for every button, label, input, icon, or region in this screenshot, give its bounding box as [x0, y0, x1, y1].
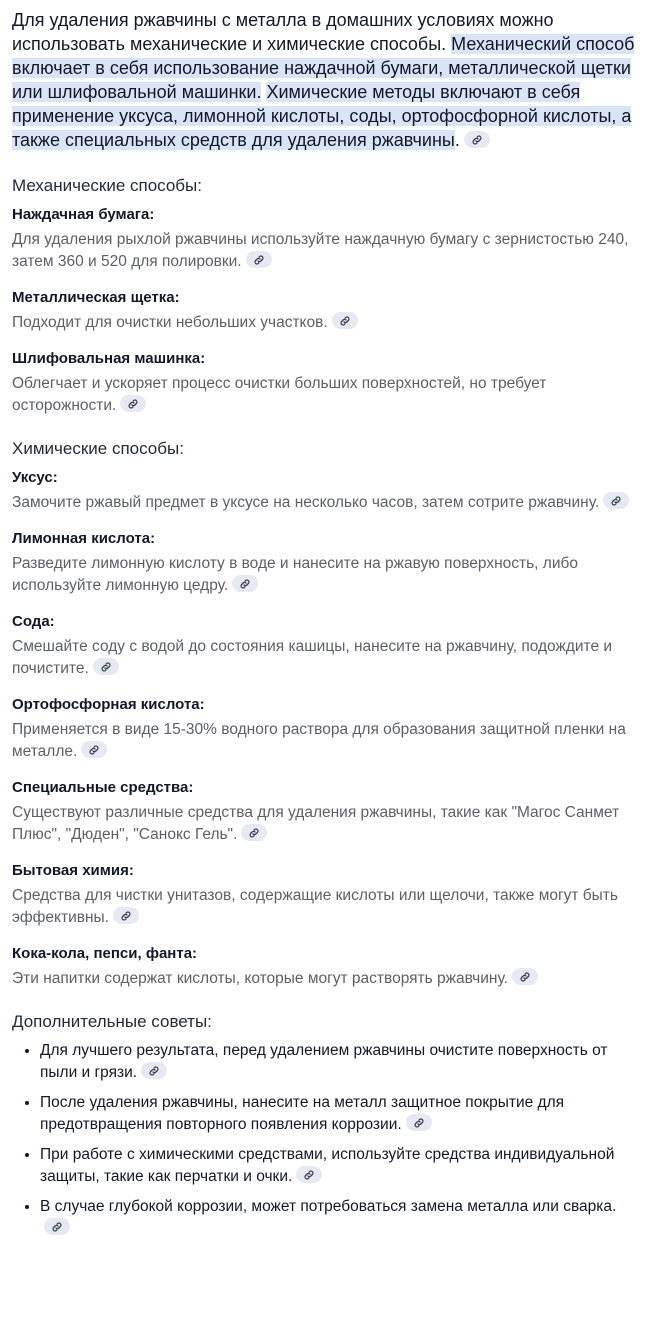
source-link-chip[interactable] [464, 131, 490, 148]
list-item [40, 1144, 641, 1188]
tip-text: После удаления ржавчины, нанесите на металл защитное покрытие для предотвращения повторного появления коррозии. [40, 1094, 565, 1133]
link-icon [610, 495, 622, 507]
list-item [40, 1196, 641, 1240]
link-icon [519, 971, 531, 983]
item-title: Лимонная кислота: [12, 530, 156, 547]
list-item [12, 943, 641, 990]
item-title: Специальные средства: [12, 779, 194, 796]
item-desc-text: Подходит для очистки небольших участков. [12, 314, 328, 331]
link-icon [303, 1169, 315, 1181]
item-title: Бытовая химия: [12, 862, 134, 879]
item-desc [12, 373, 641, 417]
mechanical-section [12, 174, 641, 417]
intro-paragraph [12, 8, 641, 152]
link-icon [127, 398, 139, 410]
item-desc [12, 553, 641, 597]
intro-highlight-chemical[interactable]: Химические методы включают в себя применение уксуса, лимонной кислоты, соды, ортофосфорной кислоты, а также специальных средств для удаления ржавчины [12, 82, 632, 150]
list-item [12, 694, 641, 763]
list-item [12, 467, 641, 514]
chemical-section [12, 437, 641, 990]
source-link-chip[interactable] [232, 575, 258, 592]
section-title-tips: Дополнительные советы: [12, 1012, 212, 1031]
intro-end: . [454, 130, 460, 150]
link-icon [339, 315, 351, 327]
list-item [40, 1040, 641, 1084]
item-title: Металлическая щетка: [12, 289, 180, 306]
section-title-mechanical: Механические способы: [12, 176, 202, 195]
item-desc [12, 719, 641, 763]
item-desc-text: Эти напитки содержат кислоты, которые могут растворять ржавчину. [12, 970, 508, 987]
item-desc-text: Разведите лимонную кислоту в воде и нанесите на ржавую поверхность, либо используйте лимонную цедру. [12, 555, 578, 594]
section-title-chemical: Химические способы: [12, 439, 184, 458]
link-icon [100, 661, 112, 673]
item-title: Наждачная бумага: [12, 206, 155, 223]
intro-plain: Для удаления ржавчины с металла в домашних условиях можно использовать механические и химические способы. [12, 10, 554, 54]
item-desc [12, 312, 641, 334]
source-link-chip[interactable] [406, 1114, 432, 1131]
link-icon [51, 1221, 63, 1233]
source-link-chip[interactable] [241, 824, 267, 841]
link-icon [239, 578, 251, 590]
item-desc [12, 968, 641, 990]
item-desc [12, 229, 641, 273]
item-desc-text: Замочите ржавый предмет в уксусе на несколько часов, затем сотрите ржавчину. [12, 494, 600, 511]
source-link-chip[interactable] [81, 741, 107, 758]
list-item [12, 611, 641, 680]
item-title: Ортофосфорная кислота: [12, 696, 205, 713]
source-link-chip[interactable] [120, 395, 146, 412]
source-link-chip[interactable] [141, 1062, 167, 1079]
tip-text: При работе с химическими средствами, используйте средства индивидуальной защиты, такие как перчатки и очки. [40, 1146, 615, 1185]
item-desc-text: Смешайте соду с водой до состояния кашицы, нанесите на ржавчину, подождите и почистите. [12, 638, 613, 677]
source-link-chip[interactable] [332, 312, 358, 329]
link-icon [471, 134, 483, 146]
link-icon [413, 1117, 425, 1129]
item-desc-text: Облегчает и ускоряет процесс очистки больших поверхностей, но требует осторожности. [12, 375, 547, 414]
item-desc-text: Средства для чистки унитазов, содержащие кислоты или щелочи, также могут быть эффективны. [12, 887, 618, 926]
intro-highlight-mechanical[interactable]: Механический способ включает в себя использование наждачной бумаги, металлической щетки или шлифовальной машинки. [12, 34, 635, 102]
list-item [12, 860, 641, 929]
source-link-chip[interactable] [113, 907, 139, 924]
source-link-chip[interactable] [603, 492, 629, 509]
item-title: Кока-кола, пепси, фанта: [12, 945, 198, 962]
link-icon [148, 1065, 160, 1077]
link-icon [248, 827, 260, 839]
item-desc [12, 802, 641, 846]
item-desc-text: Для удаления рыхлой ржавчины используйте наждачную бумагу с зернистостью 240, затем 360 и 520 для полировки. [12, 231, 629, 270]
link-icon [88, 744, 100, 756]
list-item [12, 348, 641, 417]
source-link-chip[interactable] [512, 968, 538, 985]
item-desc [12, 885, 641, 929]
list-item [12, 287, 641, 334]
item-desc [12, 492, 641, 514]
item-desc-text: Применяется в виде 15-30% водного раствора для образования защитной пленки на металле. [12, 721, 626, 760]
tips-section [12, 1010, 641, 1240]
link-icon [120, 910, 132, 922]
link-icon [253, 254, 265, 266]
item-desc-text: Существуют различные средства для удаления ржавчины, такие как "Магос Санмет Плюс", "Дюден", "Санокс Гель". [12, 804, 620, 843]
source-link-chip[interactable] [246, 251, 272, 268]
item-title: Сода: [12, 613, 55, 630]
tip-text: Для лучшего результата, перед удалением ржавчины очистите поверхность от пыли и грязи. [40, 1042, 608, 1081]
item-title: Шлифовальная машинка: [12, 350, 206, 367]
tips-list [12, 1040, 641, 1240]
list-item [12, 528, 641, 597]
list-item [12, 777, 641, 846]
tip-text: В случае глубокой коррозии, может потребоваться замена металла или сварка. [40, 1198, 617, 1215]
list-item [40, 1092, 641, 1136]
source-link-chip[interactable] [93, 658, 119, 675]
source-link-chip[interactable] [296, 1166, 322, 1183]
source-link-chip[interactable] [44, 1218, 70, 1235]
item-desc [12, 636, 641, 680]
list-item [12, 204, 641, 273]
item-title: Уксус: [12, 469, 58, 486]
